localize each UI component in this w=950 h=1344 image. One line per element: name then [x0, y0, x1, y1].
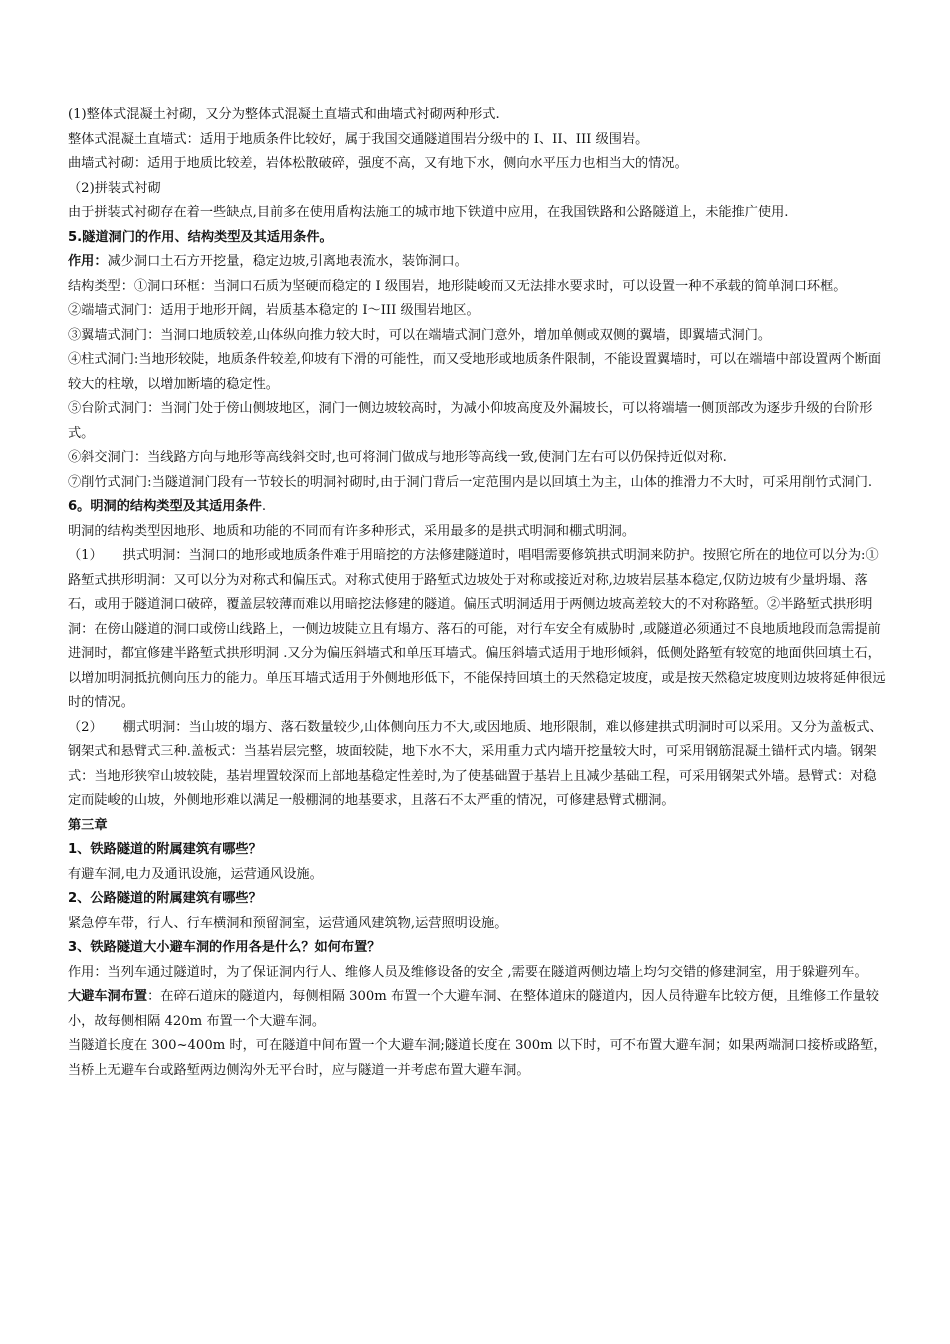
paragraph-1: (1)整体式混凝土衬砌，又分为整体式混凝土直墙式和曲墙式衬砌两种形式. — [68, 107, 500, 122]
paragraph-step-portal: ⑤台阶式洞门：当洞门处于傍山侧坡地区，洞门一侧边坡较高时，为减小仰坡高度及外漏坡长，可以将端墙一侧顶部改为逐步升级的台阶形式。 — [68, 401, 873, 441]
answer-2: 紧急停车带，行人、行车横洞和预留洞室，运营通风建筑物,运营照明设施。 — [68, 915, 508, 931]
answer-1: 有避车洞,电力及通讯设施，运营通风设施。 — [68, 866, 323, 882]
answer-3-large-refuge: 大避车洞布置：在碎石道床的隧道内，每侧相隔 300m 布置一个大避车洞、在整体道床的隧道内，因人员待避车比较方便，且维修工作量较小，故每侧相隔 420m 布置一个大避车洞。 — [68, 989, 879, 1029]
paragraph-skew-portal: ⑥斜交洞门：当线路方向与地形等高线斜交时,也可将洞门做成与地形等高线一致,使洞门左右可以仍保持近似对称. — [68, 450, 727, 465]
paragraph-structure-types: 结构类型：①洞口环框：当洞口石质为坚硬而稳定的 I 级围岩，地形陡峻而又无法排水要求时，可以设置一种不承载的简单洞口环框。 — [68, 278, 847, 294]
question-1: 1、铁路隧道的附属建筑有哪些？ — [68, 842, 262, 857]
question-2: 2、公路隧道的附属建筑有哪些？ — [68, 891, 262, 906]
paragraph-function: 作用：减少洞口土石方开挖量，稳定边坡,引离地表流水，装饰洞口。 — [68, 254, 468, 269]
paragraph-2: 整体式混凝土直墙式：适用于地质条件比较好，属于我国交通隧道围岩分级中的 I、II、III 级围岩。 — [68, 131, 649, 147]
paragraph-column-portal: ④柱式洞门:当地形较陡，地质条件较差,仰坡有下滑的可能性，而又受地形或地质条件限制，不能设置翼墙时，可以在端墙中部设置两个断面较大的柱墩，以增加断墙的稳定性。 — [68, 352, 882, 392]
paragraph-3: 曲墙式衬砌：适用于地质比较差，岩体松散破碎，强度不高，又有地下水，侧向水平压力也相当大的情况。 — [68, 156, 688, 171]
section-heading-5: 5.隧道洞门的作用、结构类型及其适用条件。 — [68, 229, 333, 245]
paragraph-bamboo-portal: ⑦削竹式洞门:当隧道洞门段有一节较长的明洞衬砌时,由于洞门背后一定范围内是以回填土为主，山体的推滑力不大时，可采用削竹式洞门. — [68, 474, 873, 490]
document-body — [68, 103, 888, 1083]
answer-3-function: 作用：当列车通过隧道时，为了保证洞内行人、维修人员及维修设备的安全 ,需要在隧道两侧边墙上均匀交错的修建洞室，用于躲避列车。 — [68, 964, 868, 980]
question-3: 3、铁路隧道大小避车洞的作用各是什么？如何布置？ — [68, 940, 381, 955]
chapter-heading: 第三章 — [68, 817, 108, 833]
paragraph-wing-wall-portal: ③翼墙式洞门：当洞口地质较差,山体纵向推力较大时，可以在端墙式洞门意外，增加单侧或双侧的翼墙，即翼墙式洞门。 — [68, 327, 772, 343]
paragraph-end-wall-portal: ②端墙式洞门：适用于地形开阔，岩质基本稳定的 I～III 级围岩地区。 — [68, 303, 480, 318]
paragraph-arch-open-cut: （1） 拱式明洞：当洞口的地形或地质条件难于用暗挖的方法修建隧道时，唱唱需要修筑拱式明洞来防护。按照它所在的地位可以分为:①路堑式拱形明洞：又可以分为对称式和偏压式。对称式使用于路堑式边坡处于对称或接近对称,边坡岩层基本稳定,仅防边坡有少量坍塌、落石，或用于隧道洞口破碎，覆盖层较薄而难以用暗挖法修建的隧道。偏压式明洞适用于两侧边坡高差较大的不对称路堑。②半路堑式拱形明洞：在傍山隧道的洞口或傍山线路上，一侧边坡陡立且有塌方、落石的可能，对行车安全有威胁时 ,或隧道必须通过不良地质地段而急需提前进洞时，都宜修建半路堑式拱形明洞 .又分为偏压斜墙式和单压耳墙式。偏压斜墙式适用于地形倾斜，低侧处路堑有较宽的地面供回填土石，以增加明洞抵抗侧向压力的能力。单压耳墙式适用于外侧地形低下，不能保持回填土的天然稳定坡度，或是按天然稳定坡度则边坡将延伸很远时的情况。 — [68, 548, 886, 710]
answer-3-length-rule: 当隧道长度在 300~400m 时，可在隧道中间布置一个大避车洞;隧道长度在 300m 以下时，可不布置大避车洞；如果两端洞口接桥或路堑，当桥上无避车台或路堑两边侧沟外无平台时，应与隧道一并考虑布置大避车洞。 — [68, 1038, 887, 1078]
paragraph-shed-open-cut: （2） 棚式明洞：当山坡的塌方、落石数量较少,山体侧向压力不大,或因地质、地形限制，难以修建拱式明洞时可以采用。又分为盖板式、钢架式和悬臂式三种.盖板式：当基岩层完整，坡面较陡，地下水不大，采用重力式内墙开挖量较大时，可采用钢筋混凝土锚杆式内墙。钢架式：当地形狭窄山坡较陡，基岩埋置较深而上部地基稳定性差时,为了使基础置于基岩上且减少基础工程，可采用钢架式外墙。悬臂式：对稳定而陡峻的山坡，外侧地形难以满足一般棚洞的地基要求，且落石不太严重的情况，可修建悬臂式棚洞。 — [68, 719, 883, 808]
paragraph-open-cut-intro: 明洞的结构类型因地形、地质和功能的不同而有许多种形式，采用最多的是拱式明洞和棚式明洞。 — [68, 523, 636, 539]
section-heading-6: 6。明洞的结构类型及其适用条件. — [68, 499, 267, 514]
paragraph-4: （2)拼装式衬砌 — [68, 180, 161, 196]
paragraph-5: 由于拼装式衬砌存在着一些缺点,目前多在使用盾构法施工的城市地下铁道中应用，在我国铁路和公路隧道上，未能推广使用. — [68, 205, 789, 220]
